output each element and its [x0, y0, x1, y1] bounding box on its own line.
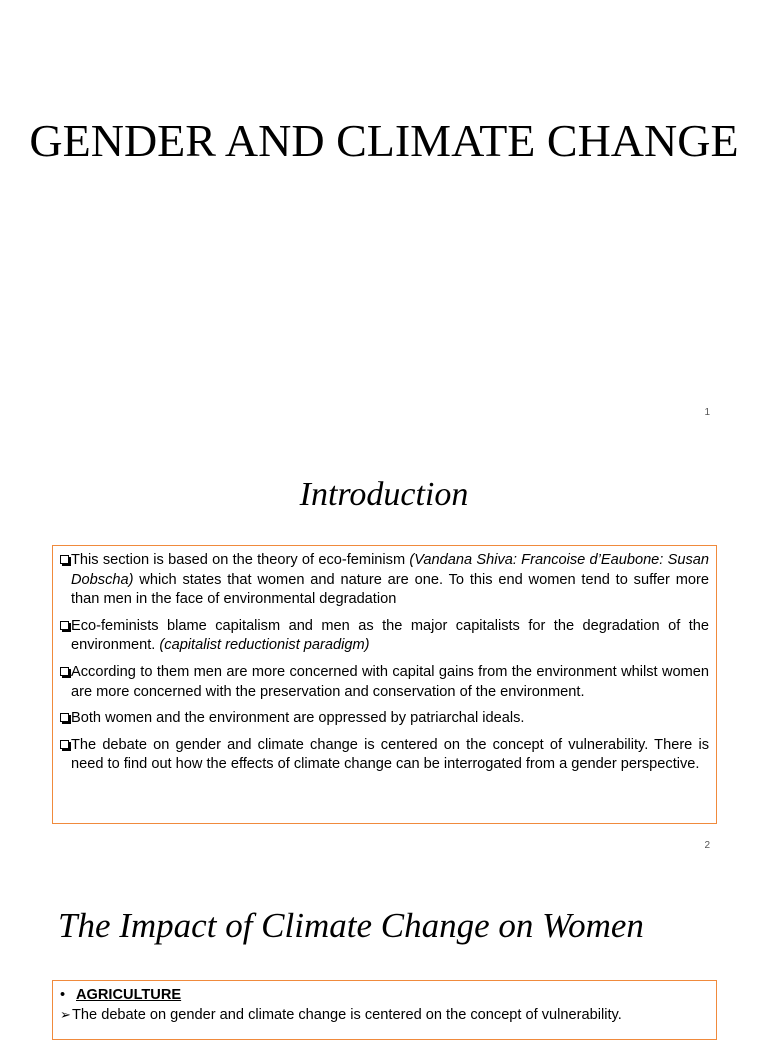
bullet-text: This section is based on the theory of eco-feminism	[71, 552, 410, 568]
bullet-text: The debate on gender and climate change is centered on the concept of vulnerability. There is need to find out how the effects of climate change can be interrogated from a gender perspective.	[71, 736, 709, 773]
bullet-text-continued: which states that women and nature are one. To this end women tend to suffer more than men in the face of environmental degradation	[71, 571, 709, 608]
slide-2-title: Introduction	[299, 476, 469, 513]
slide-1-title: GENDER AND CLIMATE CHANGE	[29, 115, 739, 166]
bullet-citation: (capitalist reductionist paradigm)	[159, 637, 370, 654]
checkbox-bullet-icon	[60, 621, 69, 630]
bullet-dot-icon: •	[60, 987, 66, 1003]
section-heading-row	[60, 985, 709, 1005]
first-arrow-item-text: The debate on gender and climate change is centered on the concept of vulnerability.	[72, 1007, 622, 1023]
bullet-list	[60, 551, 709, 775]
bullet-text: According to them men are more concerned with capital gains from the environment whilst women are more concerned with the preservation and conservation of the environment.	[71, 663, 709, 700]
bullet-text: Eco-feminists blame capitalism and men as the major capitalists for the degradation of the environment.	[71, 617, 709, 654]
list-item	[60, 736, 709, 775]
slide-2-page-number: 2	[704, 840, 710, 851]
list-item	[60, 551, 709, 610]
checkbox-bullet-icon	[60, 667, 69, 676]
list-item	[60, 617, 709, 656]
first-arrow-item	[60, 1005, 709, 1025]
checkbox-bullet-icon	[60, 740, 69, 749]
list-item	[60, 709, 709, 729]
slide-1-page-number: 1	[704, 407, 710, 418]
agriculture-heading: AGRICULTURE	[76, 987, 182, 1003]
impact-content-box	[52, 980, 717, 1040]
introduction-bullet-box	[52, 545, 717, 824]
checkbox-bullet-icon	[60, 713, 69, 722]
arrow-bullet-icon: ➢	[60, 1007, 71, 1022]
bullet-citation: (Vandana Shiva: Francoise d’Eaubone: Susan Dobscha)	[71, 552, 709, 588]
slide-3-title: The Impact of Climate Change on Women	[58, 906, 644, 945]
checkbox-bullet-icon	[60, 555, 69, 564]
list-item	[60, 663, 709, 702]
bullet-text: Both women and the environment are oppressed by patriarchal ideals.	[71, 710, 525, 727]
